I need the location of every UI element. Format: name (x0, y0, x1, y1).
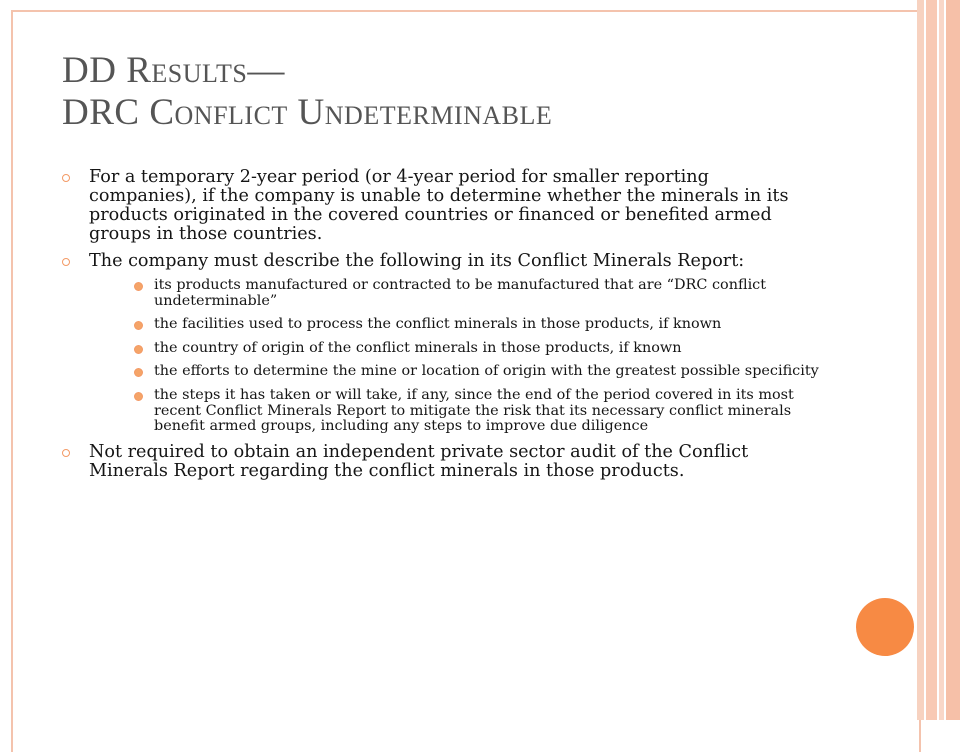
title-text: esults (151, 50, 248, 91)
title-text: onflict (174, 92, 288, 133)
bullet-item (60, 443, 820, 481)
sub-bullet-text: the facilities used to process the conflict minerals in those products, if known (154, 316, 722, 333)
stripe (946, 0, 960, 720)
sub-bullet-item (89, 341, 820, 357)
title-text: — (247, 50, 285, 91)
dot-bullet-icon (134, 392, 143, 401)
ring-bullet-icon (62, 449, 70, 457)
bullet-item (60, 168, 820, 244)
stripe (939, 0, 944, 720)
bullet-text: Not required to obtain an independent private sector audit of the Conflict Minerals Report regarding the conflict minerals in those products. (89, 441, 749, 481)
title-text: U (287, 92, 325, 133)
title-line-2 (62, 92, 552, 134)
dot-bullet-icon (134, 345, 143, 354)
title-text: DD R (62, 50, 152, 91)
sub-bullet-item (89, 278, 820, 309)
dot-bullet-icon (134, 321, 143, 330)
sub-bullet-item (89, 317, 820, 333)
ring-bullet-icon (62, 258, 70, 266)
bullet-list (60, 168, 820, 489)
sub-bullet-list (89, 278, 820, 435)
title-line-1 (62, 50, 552, 92)
sub-bullet-item (89, 364, 820, 380)
decorative-circle (856, 598, 914, 656)
sub-bullet-text: the steps it has taken or will take, if any, since the end of the period covered in its most recent Conflict Minerals Report to mitigate the risk that its necessary conflict minerals benefit armed groups, including any steps to improve due diligence (154, 386, 794, 435)
sub-bullet-text: its products manufactured or contracted to be manufactured that are “DRC conflict undeterminable” (154, 277, 767, 309)
sub-bullet-text: the country of origin of the conflict minerals in those products, if known (154, 339, 682, 356)
title-text: DRC C (62, 92, 175, 133)
slide-title (62, 50, 552, 134)
bullet-text: The company must describe the following in its Conflict Minerals Report: (89, 251, 745, 271)
title-text: ndeterminable (324, 92, 553, 133)
stripe (917, 0, 924, 720)
dot-bullet-icon (134, 368, 143, 377)
decorative-stripes (917, 0, 960, 720)
ring-bullet-icon (62, 174, 70, 182)
stripe (926, 0, 937, 720)
bullet-item (60, 252, 820, 435)
bullet-text: For a temporary 2-year period (or 4-year period for smaller reporting companies), if the company is unable to determine whether the minerals in its products originated in the covered countries or financed or benefited armed groups in those countries. (89, 167, 789, 244)
sub-bullet-text: the efforts to determine the mine or location of origin with the greatest possible specificity (154, 363, 819, 380)
dot-bullet-icon (134, 282, 143, 291)
sub-bullet-item (89, 388, 820, 435)
